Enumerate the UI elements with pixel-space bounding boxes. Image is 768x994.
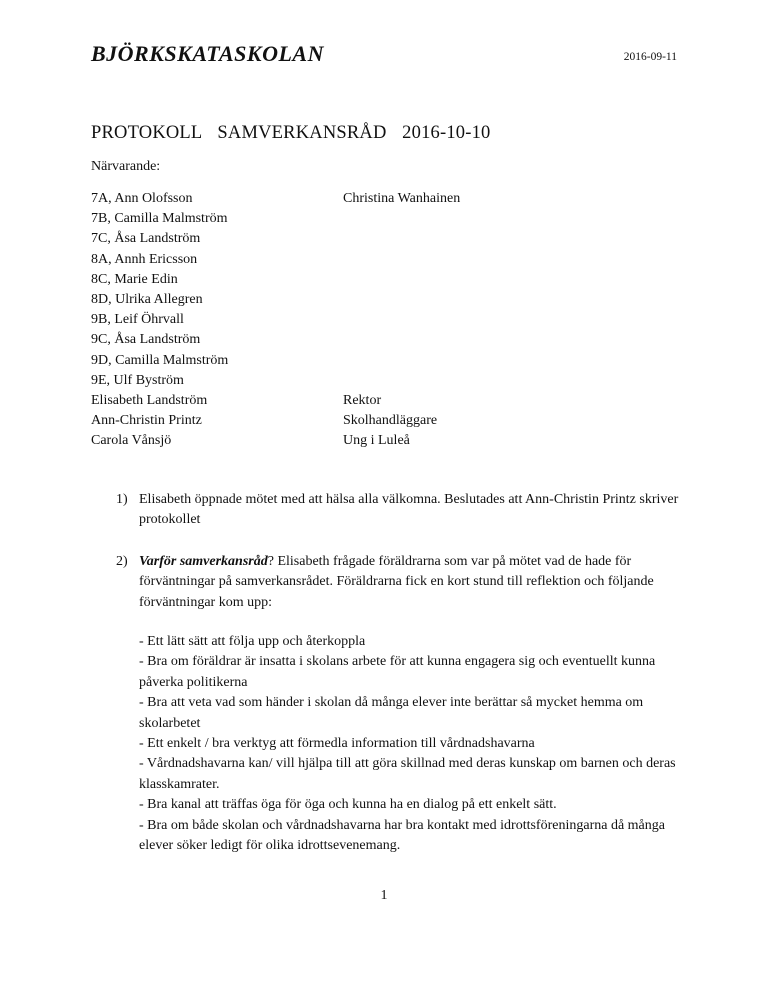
attendee-role	[343, 209, 691, 229]
attendee-role: Skolhandläggare	[343, 413, 438, 429]
list-item: - Bra kanal att träffas öga för öga och kunna ha en dialog på ett enkelt sätt.	[139, 797, 557, 813]
item-lead-emphasis: Varför samverkansråd	[139, 554, 268, 569]
attendee-role	[343, 270, 691, 290]
attendee-row	[91, 391, 691, 411]
attendee-name: 8A, Annh Ericsson	[91, 251, 198, 267]
attendee-name: 9E, Ulf Byström	[91, 372, 184, 388]
list-item: - Ett lätt sätt att följa upp och återkoppla	[139, 634, 366, 649]
item-text: Varför samverkansråd? Elisabeth frågade föräldrarna som var på mötet vad de hade för förväntningar på samverkansrådet. Föräldrarna fick en kort stund till reflektion och följande förväntningar kom upp:	[139, 554, 654, 610]
agenda-item	[91, 552, 691, 613]
attendee-row	[91, 371, 691, 391]
attendee-row	[91, 270, 691, 290]
attendee-row	[91, 310, 691, 330]
attendee-name: 9B, Leif Öhrvall	[91, 312, 184, 328]
attendee-name: 9D, Camilla Malmström	[91, 352, 229, 368]
attendee-name: Carola Vånsjö	[91, 433, 172, 449]
item-text: Elisabeth öppnade mötet med att hälsa alla välkomna. Beslutades att Ann-Christin Printz skriver protokollet	[139, 492, 679, 528]
attendee-row	[91, 189, 691, 209]
item-number: 2)	[116, 554, 128, 569]
attendee-name: 7B, Camilla Malmström	[91, 211, 228, 227]
list-item: - Bra om föräldrar är insatta i skolans arbete för att kunna engagera sig och eventuellt kunna påverka politikerna	[139, 654, 656, 690]
list-item: - Bra om både skolan och vårdnadshavarna har bra kontakt med idrottsföreningarna då många elever söker ledigt för olika idrottsevenemang.	[139, 817, 665, 854]
attendee-name: Elisabeth Landström	[91, 392, 208, 408]
attendee-name: 7C, Åsa Landström	[91, 231, 201, 247]
attendee-role	[343, 290, 691, 310]
list-item: - Ett enkelt / bra verktyg att förmedla information till vårdnadshavarna	[139, 736, 535, 752]
attendee-row	[91, 330, 691, 350]
attendee-role	[343, 250, 691, 270]
attendee-role: Christina Wanhainen	[343, 191, 461, 206]
item-number: 1)	[116, 492, 128, 507]
attendee-role	[343, 310, 691, 330]
attendee-role	[343, 330, 691, 350]
attendee-role: Rektor	[343, 392, 382, 408]
school-name: BJÖRKSKATASKOLAN	[91, 41, 324, 66]
attendee-list	[91, 189, 691, 451]
document-title: PROTOKOLL SAMVERKANSRÅD 2016-10-10	[91, 123, 491, 143]
list-item: - Vårdnadshavarna kan/ vill hjälpa till att göra skillnad med deras kunskap om barnen och deras klasskamrater.	[139, 756, 676, 792]
attendee-name: 7A, Ann Olofsson	[91, 191, 193, 206]
attendee-row	[91, 250, 691, 270]
attendee-row	[91, 351, 691, 371]
attendee-name: 8C, Marie Edin	[91, 271, 178, 287]
attendee-role: Ung i Luleå	[343, 433, 410, 449]
attendee-row	[91, 209, 691, 229]
expectations-list	[139, 632, 679, 856]
agenda-item	[91, 490, 691, 531]
attendee-row	[91, 290, 691, 310]
attendance-label: Närvarande:	[91, 159, 161, 174]
attendee-row	[91, 431, 691, 451]
attendee-role	[343, 351, 691, 371]
attendee-name: Ann-Christin Printz	[91, 413, 202, 429]
attendee-role	[343, 229, 691, 249]
attendee-row	[91, 411, 691, 431]
page-number: 1	[380, 888, 388, 903]
attendee-role	[343, 371, 691, 391]
attendee-row	[91, 229, 691, 249]
list-item: - Bra att veta vad som händer i skolan då många elever inte berättar så mycket hemma om skolarbetet	[139, 695, 644, 731]
attendee-name: 9C, Åsa Landström	[91, 332, 201, 348]
attendee-name: 8D, Ulrika Allegren	[91, 291, 203, 307]
header-date: 2016-09-11	[623, 51, 677, 63]
